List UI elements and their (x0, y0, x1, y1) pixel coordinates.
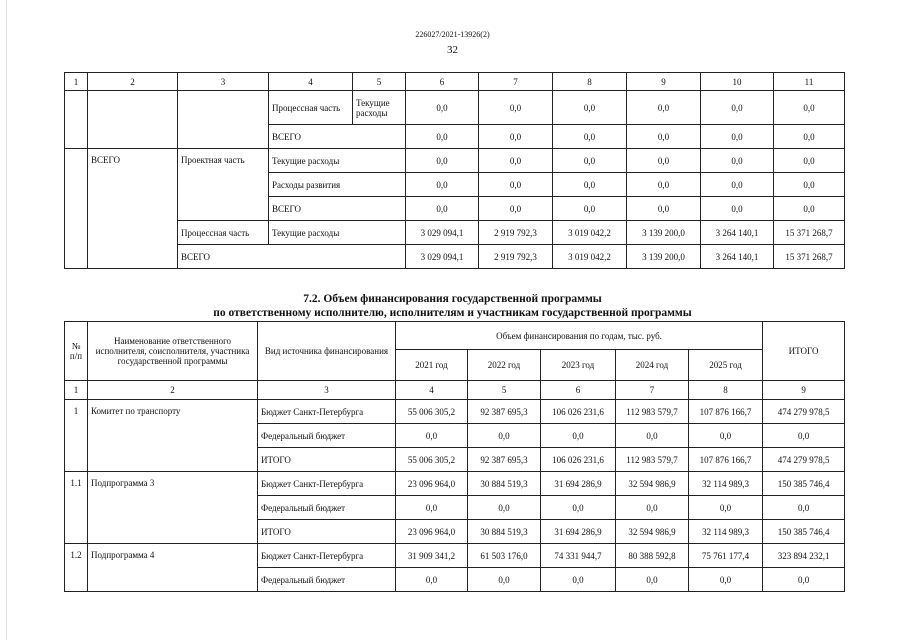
value-cell: 0,0 (468, 568, 541, 592)
table-row (65, 245, 845, 269)
value-cell: 0,0 (774, 197, 845, 221)
value-cell: 32 114 989,3 (689, 472, 763, 496)
col-num-1: 1 (65, 381, 88, 400)
value-cell: 15 371 268,7 (774, 245, 845, 269)
value-cell: 323 894 232,1 (763, 544, 845, 568)
header-total: ИТОГО (763, 322, 845, 381)
executor-name: Подпрограмма 3 (88, 472, 258, 544)
value-cell: 0,0 (553, 173, 627, 197)
header-num: № п/п (65, 322, 88, 381)
col-num-8: 8 (553, 73, 627, 91)
value-cell: 0,0 (468, 496, 541, 520)
col-num-9: 9 (627, 73, 701, 91)
value-cell: 31 909 341,2 (396, 544, 468, 568)
section-title-line1: 7.2. Объем финансирования государственной программы (303, 293, 602, 305)
value-cell: 0,0 (479, 125, 553, 149)
header-volume: Объем финансирования по годам, тыс. руб. (396, 322, 763, 350)
value-cell: 0,0 (774, 149, 845, 173)
value-cell: 112 983 579,7 (616, 400, 689, 424)
value-cell: 150 385 746,4 (763, 472, 845, 496)
value-cell: 0,0 (616, 424, 689, 448)
value-cell: 0,0 (627, 125, 701, 149)
source-label: Бюджет Санкт-Петербурга (258, 544, 396, 568)
value-cell: 0,0 (701, 91, 774, 125)
source-label: ИТОГО (258, 520, 396, 544)
row-label: Текущие расходы (269, 149, 406, 173)
row-number: 1.1 (65, 472, 88, 544)
table-row (65, 472, 845, 496)
value-cell: 2 919 792,3 (479, 245, 553, 269)
value-cell: 75 761 177,4 (689, 544, 763, 568)
row-label: ВСЕГО (269, 197, 406, 221)
value-cell: 3 029 094,1 (406, 221, 479, 245)
value-cell: 0,0 (774, 125, 845, 149)
process-part-label: Процессная часть (178, 221, 269, 245)
source-label: Бюджет Санкт-Петербурга (258, 472, 396, 496)
row-number: 1 (65, 400, 88, 472)
value-cell: 23 096 964,0 (396, 472, 468, 496)
col-num-7: 7 (479, 73, 553, 91)
header-source: Вид источника финансирования (258, 322, 396, 381)
col-num-10: 10 (701, 73, 774, 91)
value-cell: 107 876 166,7 (689, 448, 763, 472)
col-num-8: 8 (689, 381, 763, 400)
value-cell: 0,0 (763, 496, 845, 520)
value-cell: 0,0 (701, 197, 774, 221)
value-cell: 106 026 231,6 (541, 400, 616, 424)
value-cell: 0,0 (627, 149, 701, 173)
row-label: Расходы развития (269, 173, 406, 197)
value-cell: 106 026 231,6 (541, 448, 616, 472)
header-year: 2021 год (396, 350, 468, 381)
value-cell: 0,0 (406, 91, 479, 125)
empty-cell (65, 149, 88, 269)
header-name: Наименование ответственного исполнителя, соисполнителя, участника государственной программы (88, 322, 258, 381)
value-cell: 23 096 964,0 (396, 520, 468, 544)
header-year: 2023 год (541, 350, 616, 381)
value-cell: 0,0 (689, 424, 763, 448)
value-cell: 0,0 (701, 173, 774, 197)
value-cell: 61 503 176,0 (468, 544, 541, 568)
value-cell: 31 694 286,9 (541, 520, 616, 544)
scan-edge-line (6, 0, 7, 640)
value-cell: 0,0 (396, 424, 468, 448)
value-cell: 0,0 (689, 496, 763, 520)
value-cell: 0,0 (396, 568, 468, 592)
financing-by-executor-table (64, 321, 845, 592)
value-cell: 3 029 094,1 (406, 245, 479, 269)
section-title (0, 292, 905, 320)
value-cell: 74 331 944,7 (541, 544, 616, 568)
project-part-label: Проектная часть (178, 149, 269, 221)
value-cell: 0,0 (406, 173, 479, 197)
row-label: Текущие расходы (269, 221, 406, 245)
document-id: 226027/2021-13926(2) (415, 30, 490, 39)
col-num-6: 6 (541, 381, 616, 400)
col-num-1: 1 (65, 73, 88, 91)
column-number-row (65, 73, 845, 91)
col-num-7: 7 (616, 381, 689, 400)
col-num-4: 4 (396, 381, 468, 400)
value-cell: 0,0 (763, 424, 845, 448)
value-cell: 0,0 (479, 197, 553, 221)
empty-cell (65, 91, 88, 149)
value-cell: 3 264 140,1 (701, 221, 774, 245)
value-cell: 0,0 (701, 149, 774, 173)
col-num-2: 2 (88, 381, 258, 400)
value-cell: 92 387 695,3 (468, 448, 541, 472)
value-cell: 0,0 (541, 568, 616, 592)
column-number-row (65, 381, 845, 400)
page-number: 32 (447, 44, 458, 56)
value-cell: 32 594 986,9 (616, 520, 689, 544)
value-cell: 0,0 (553, 149, 627, 173)
value-cell: 3 019 042,2 (553, 245, 627, 269)
executor-name: Подпрограмма 4 (88, 544, 258, 592)
value-cell: 2 919 792,3 (479, 221, 553, 245)
value-cell: 474 279 978,5 (763, 448, 845, 472)
col-num-2: 2 (88, 73, 178, 91)
value-cell: 0,0 (479, 149, 553, 173)
col-num-3: 3 (178, 73, 269, 91)
value-cell: 15 371 268,7 (774, 221, 845, 245)
row-number: 1.2 (65, 544, 88, 592)
value-cell: 0,0 (479, 173, 553, 197)
empty-cell (88, 91, 178, 149)
value-cell: 0,0 (541, 424, 616, 448)
value-cell: 30 884 519,3 (468, 472, 541, 496)
value-cell: 3 139 200,0 (627, 221, 701, 245)
header-year: 2024 год (616, 350, 689, 381)
table-row (65, 221, 845, 245)
table-row (65, 91, 845, 125)
value-cell: 92 387 695,3 (468, 400, 541, 424)
header-row (65, 322, 845, 350)
value-cell: 0,0 (553, 91, 627, 125)
col-num-4: 4 (269, 73, 353, 91)
value-cell: 0,0 (406, 197, 479, 221)
value-cell: 0,0 (479, 91, 553, 125)
value-cell: 3 019 042,2 (553, 221, 627, 245)
value-cell: 0,0 (406, 125, 479, 149)
value-cell: 0,0 (763, 568, 845, 592)
value-cell: 0,0 (616, 496, 689, 520)
col-num-5: 5 (353, 73, 406, 91)
col-num-3: 3 (258, 381, 396, 400)
source-label: Федеральный бюджет (258, 424, 396, 448)
executor-name: Комитет по транспорту (88, 400, 258, 472)
value-cell: 112 983 579,7 (616, 448, 689, 472)
row-label: ВСЕГО (269, 125, 406, 149)
value-cell: 0,0 (396, 496, 468, 520)
header-year: 2025 год (689, 350, 763, 381)
table-row (65, 149, 845, 173)
value-cell: 0,0 (774, 173, 845, 197)
header-year: 2022 год (468, 350, 541, 381)
value-cell: 150 385 746,4 (763, 520, 845, 544)
table-row (65, 544, 845, 568)
value-cell: 107 876 166,7 (689, 400, 763, 424)
value-cell: 0,0 (689, 568, 763, 592)
value-cell: 3 264 140,1 (701, 245, 774, 269)
source-label: Федеральный бюджет (258, 568, 396, 592)
row-expense-label: Текущие расходы (353, 91, 406, 125)
value-cell: 30 884 519,3 (468, 520, 541, 544)
value-cell: 0,0 (627, 173, 701, 197)
value-cell: 0,0 (553, 197, 627, 221)
value-cell: 80 388 592,8 (616, 544, 689, 568)
value-cell: 474 279 978,5 (763, 400, 845, 424)
col-num-6: 6 (406, 73, 479, 91)
value-cell: 55 006 305,2 (396, 400, 468, 424)
value-cell: 32 594 986,9 (616, 472, 689, 496)
source-label: ИТОГО (258, 448, 396, 472)
table-row (65, 400, 845, 424)
total-group-label: ВСЕГО (88, 149, 178, 269)
col-num-9: 9 (763, 381, 845, 400)
value-cell: 31 694 286,9 (541, 472, 616, 496)
col-num-5: 5 (468, 381, 541, 400)
value-cell: 0,0 (541, 496, 616, 520)
source-label: Федеральный бюджет (258, 496, 396, 520)
source-label: Бюджет Санкт-Петербурга (258, 400, 396, 424)
value-cell: 0,0 (774, 91, 845, 125)
row-part-label: Процессная часть (269, 91, 353, 125)
col-num-11: 11 (774, 73, 845, 91)
value-cell: 32 114 989,3 (689, 520, 763, 544)
value-cell: 0,0 (616, 568, 689, 592)
empty-cell (178, 91, 269, 149)
value-cell: 55 006 305,2 (396, 448, 468, 472)
value-cell: 0,0 (627, 91, 701, 125)
section-title-line2: по ответственному исполнителю, исполнителям и участникам государственной программы (213, 307, 692, 319)
value-cell: 3 139 200,0 (627, 245, 701, 269)
value-cell: 0,0 (406, 149, 479, 173)
value-cell: 0,0 (553, 125, 627, 149)
value-cell: 0,0 (627, 197, 701, 221)
value-cell: 0,0 (468, 424, 541, 448)
value-cell: 0,0 (701, 125, 774, 149)
financing-structure-table (64, 72, 845, 269)
row-label: ВСЕГО (178, 245, 406, 269)
